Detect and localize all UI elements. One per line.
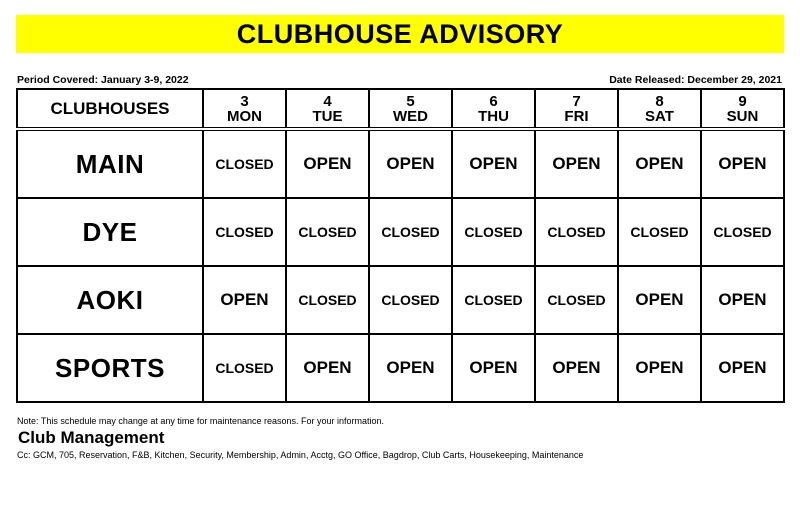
status-cell: CLOSED: [203, 198, 286, 266]
status-cell: OPEN: [452, 334, 535, 402]
status-cell: CLOSED: [452, 198, 535, 266]
status-cell: CLOSED: [286, 198, 369, 266]
signature: Club Management: [18, 428, 165, 447]
day-number: 3: [240, 92, 249, 110]
status-cell: OPEN: [618, 334, 701, 402]
clubhouse-name: AOKI: [17, 266, 203, 334]
status-cell: OPEN: [535, 334, 618, 402]
status-cell: OPEN: [618, 266, 701, 334]
clubhouses-header: CLUBHOUSES: [17, 89, 203, 129]
status-cell: OPEN: [618, 129, 701, 198]
clubhouse-name: SPORTS: [17, 334, 203, 402]
clubhouse-name: MAIN: [17, 129, 203, 198]
status-cell: OPEN: [369, 129, 452, 198]
status-cell: CLOSED: [369, 198, 452, 266]
status-cell: CLOSED: [535, 198, 618, 266]
day-header-sun: [701, 89, 784, 129]
day-name: MON: [227, 107, 262, 125]
table-row-dye: [17, 198, 784, 266]
status-cell: CLOSED: [286, 266, 369, 334]
day-header-fri: [535, 89, 618, 129]
day-number: 4: [323, 92, 332, 110]
status-cell: CLOSED: [535, 266, 618, 334]
day-name: SAT: [645, 107, 674, 125]
day-number: 5: [406, 92, 415, 110]
status-cell: OPEN: [535, 129, 618, 198]
day-number: 7: [572, 92, 581, 110]
schedule-table: [16, 88, 785, 403]
date-released: Date Released: December 29, 2021: [609, 74, 782, 86]
status-cell: OPEN: [701, 266, 784, 334]
header-row: [17, 89, 784, 129]
day-name: WED: [393, 107, 428, 125]
table-row-main: [17, 129, 784, 198]
status-cell: CLOSED: [452, 266, 535, 334]
status-cell: CLOSED: [701, 198, 784, 266]
status-cell: CLOSED: [369, 266, 452, 334]
status-cell: OPEN: [701, 334, 784, 402]
day-name: FRI: [564, 107, 589, 125]
clubhouse-name: DYE: [17, 198, 203, 266]
status-cell: CLOSED: [203, 334, 286, 402]
status-cell: OPEN: [286, 129, 369, 198]
status-cell: CLOSED: [203, 129, 286, 198]
status-cell: OPEN: [701, 129, 784, 198]
period-covered: Period Covered: January 3-9, 2022: [17, 74, 189, 86]
day-name: TUE: [312, 107, 343, 125]
day-number: 6: [489, 92, 498, 110]
day-header-tue: [286, 89, 369, 129]
day-name: THU: [478, 107, 509, 125]
day-name: SUN: [726, 107, 759, 125]
cc-list: Cc: GCM, 705, Reservation, F&B, Kitchen, Security, Membership, Admin, Acctg, GO Office, Bagdrop, Club Carts, Housekeeping, Maintenance: [17, 450, 584, 460]
status-cell: OPEN: [369, 334, 452, 402]
day-header-sat: [618, 89, 701, 129]
status-cell: OPEN: [286, 334, 369, 402]
title-banner: CLUBHOUSE ADVISORY: [16, 15, 784, 53]
day-header-wed: [369, 89, 452, 129]
table-row-aoki: [17, 266, 784, 334]
day-number: 9: [738, 92, 747, 110]
status-cell: OPEN: [452, 129, 535, 198]
status-cell: OPEN: [203, 266, 286, 334]
table-row-sports: [17, 334, 784, 402]
status-cell: CLOSED: [618, 198, 701, 266]
day-header-mon: [203, 89, 286, 129]
day-number: 8: [655, 92, 664, 110]
day-header-thu: [452, 89, 535, 129]
schedule-note: Note: This schedule may change at any time for maintenance reasons. For your information.: [17, 416, 385, 426]
